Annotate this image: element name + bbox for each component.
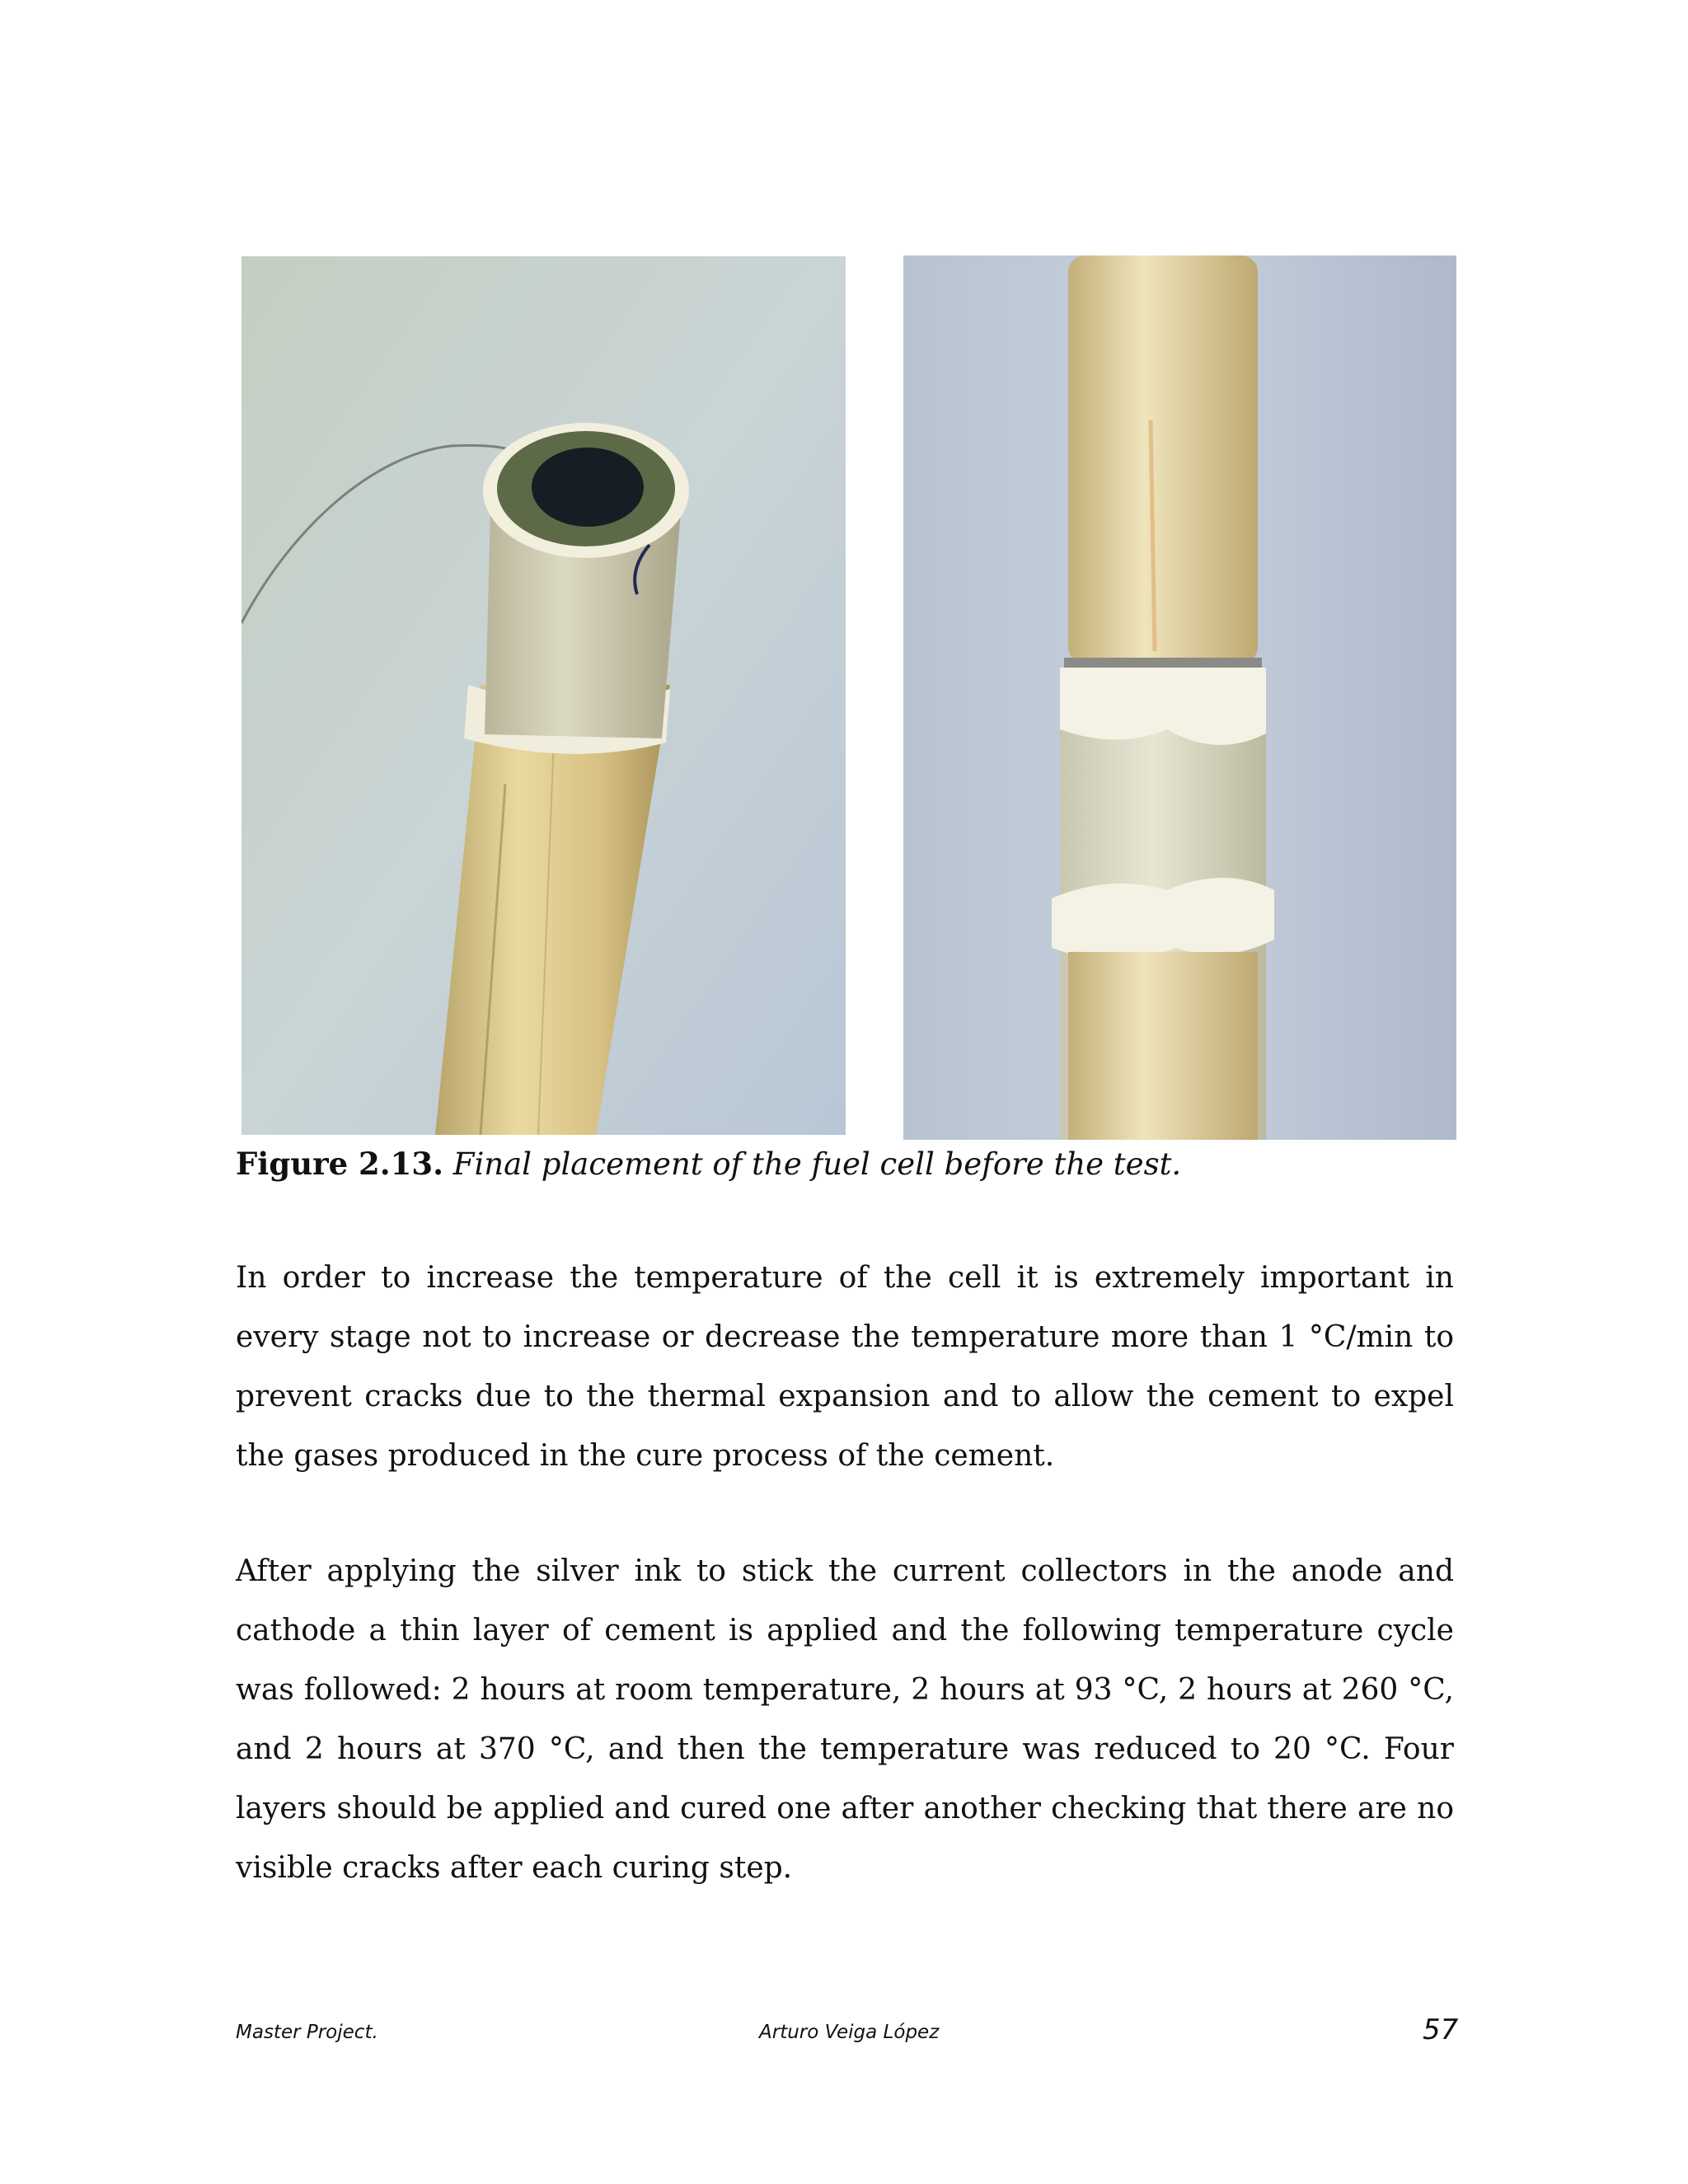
fuel-cell-photo-left	[241, 256, 846, 1135]
body-paragraph: After applying the silver ink to stick the current collectors in the anode and cathode a thin layer of cement is applied and the following temperature cycle was followed: 2 hours at room temperature, 2 hours at 93 °C, 2 hours at 260 °C, and 2 hours at 370 °C, and then the temperature was reduced to 20 °C. Four layers should be applied and cured one after another checking that there are no visible cracks after each curing step.	[236, 1554, 1454, 1885]
body-paragraph: In order to increase the temperature of the cell it is extremely important in every stage not to increase or decrease the temperature more than 1 °C/min to prevent cracks due to the thermal expansion and to allow the cement to expel the gases produced in the cure process of the cement.	[236, 1261, 1454, 1473]
figure-caption-text: Final placement of the fuel cell before the test.	[452, 1146, 1182, 1182]
footer-author: Arturo Veiga López	[759, 2022, 940, 2043]
fuel-cell-photo-right	[903, 255, 1456, 1140]
page-number: 57	[1423, 2013, 1459, 2046]
figure-label: Figure 2.13.	[236, 1146, 444, 1182]
figure-caption	[236, 1142, 1472, 1186]
footer-project-label: Master Project.	[236, 2022, 378, 2043]
